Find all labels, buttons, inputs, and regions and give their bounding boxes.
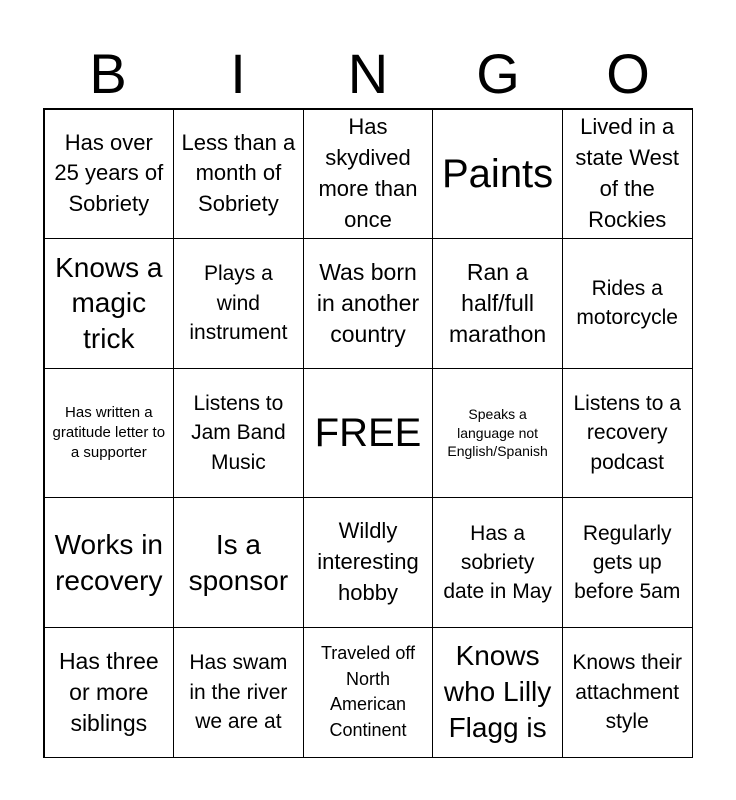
bingo-cell-r2c1[interactable]: Knows a magic trick: [44, 238, 175, 369]
header-letter-i: I: [230, 42, 246, 105]
bingo-cell-r3c2[interactable]: Listens to Jam Band Music: [173, 368, 304, 499]
bingo-cell-r1c4[interactable]: Paints: [432, 109, 563, 240]
bingo-cell-r3c5[interactable]: Listens to a recovery podcast: [562, 368, 693, 499]
bingo-cell-r4c3[interactable]: Wildly interesting hobby: [303, 497, 434, 628]
header-letter-n: N: [347, 42, 389, 105]
bingo-cell-r3c1[interactable]: Has written a gratitude letter to a supporter: [44, 368, 175, 499]
bingo-cell-r5c3[interactable]: Traveled off North American Continent: [303, 627, 434, 758]
bingo-cell-free[interactable]: FREE: [303, 368, 434, 499]
bingo-cell-r2c2[interactable]: Plays a wind instrument: [173, 238, 304, 369]
bingo-cell-r4c4[interactable]: Has a sobriety date in May: [432, 497, 563, 628]
bingo-cell-r4c2[interactable]: Is a sponsor: [173, 497, 304, 628]
bingo-cell-r5c4[interactable]: Knows who Lilly Flagg is: [432, 627, 563, 758]
bingo-cell-r2c3[interactable]: Was born in another country: [303, 238, 434, 369]
bingo-cell-r2c4[interactable]: Ran a half/full marathon: [432, 238, 563, 369]
bingo-grid: [43, 108, 693, 758]
bingo-cell-r1c3[interactable]: Has skydived more than once: [303, 109, 434, 240]
bingo-cell-r5c1[interactable]: Has three or more siblings: [44, 627, 175, 758]
bingo-cell-r5c5[interactable]: Knows their attachment style: [562, 627, 693, 758]
bingo-cell-r3c4[interactable]: Speaks a language not English/Spanish: [432, 368, 563, 499]
bingo-cell-r5c2[interactable]: Has swam in the river we are at: [173, 627, 304, 758]
bingo-cell-r1c5[interactable]: Lived in a state West of the Rockies: [562, 109, 693, 240]
bingo-cell-r4c5[interactable]: Regularly gets up before 5am: [562, 497, 693, 628]
header-letter-o: O: [606, 42, 650, 105]
bingo-cell-r4c1[interactable]: Works in recovery: [44, 497, 175, 628]
bingo-cell-r1c2[interactable]: Less than a month of Sobriety: [173, 109, 304, 240]
header-letter-g: G: [476, 42, 520, 105]
bingo-cell-r1c1[interactable]: Has over 25 years of Sobriety: [44, 109, 175, 240]
bingo-cell-r2c5[interactable]: Rides a motorcycle: [562, 238, 693, 369]
header-letter-b: B: [89, 42, 127, 105]
bingo-header: [43, 38, 693, 110]
